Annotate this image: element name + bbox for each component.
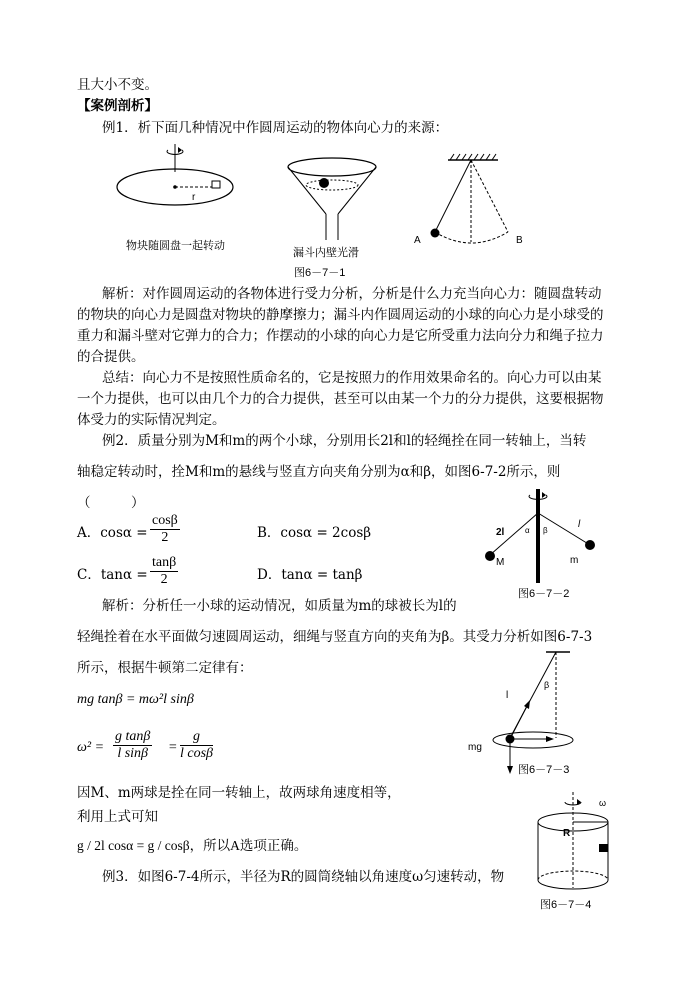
figure-caption: 图6－7－2 [518, 588, 570, 600]
label-l3: l [506, 690, 509, 701]
text-line: 的物块的向心力是圆盘对物块的静摩擦力；漏斗内作圆周运动的小球的向心力是小球受的 [77, 307, 604, 323]
figure-caption: 图6－7－1 [294, 267, 346, 279]
equation-2-frac2: $\frac{g}{\text{l cosβ}}$ [180, 729, 214, 761]
equation-2-equals: = [168, 740, 178, 755]
disc-figure [110, 142, 250, 222]
text-line: 解析：分析任一小球的运动情况，如质量为m的球被长为l的 [102, 598, 457, 614]
label-B: B [516, 235, 523, 246]
text-line: g / 2l cosα = g / cosβ，所以A选项正确。 [77, 838, 308, 853]
pendulum-figure [410, 154, 540, 249]
equation-1: mg tanβ = mω²l sinβ [77, 692, 194, 707]
label-A: A [414, 235, 421, 246]
label-r: r [192, 192, 196, 203]
cylinder-figure [535, 792, 625, 892]
text-line: 所示，根据牛顿第二定律有： [77, 660, 253, 676]
label-beta: β [543, 526, 548, 535]
text-line: 因M、m两球是拴在同一转轴上，故两球角速度相等， [77, 785, 401, 801]
option-a: A．cosα = [77, 525, 148, 541]
text-line: 解析：对作圆周运动的各物体进行受力分析，分析是什么力充当向心力：随圆盘转动 [102, 286, 602, 302]
text-line: 一个力提供，也可以由几个力的合力提供，甚至可以由某一个力的分力提供，这要根据物 [77, 391, 604, 407]
label-mg: mg [468, 742, 482, 753]
text-line: 轴稳定转动时，拴M和m的悬线与竖直方向夹角分别为α和β，如图6-7-2所示，则 [77, 464, 561, 480]
caption-funnel: 漏斗内壁光滑 [293, 247, 359, 259]
text-line: （ ） [77, 495, 145, 511]
equation-2-frac1: $\frac{\text{g tanβ}}{\text{l sinβ}}$ [115, 729, 151, 761]
label-beta3: β [544, 680, 550, 690]
label-alpha: α [525, 526, 530, 535]
label-R: R [563, 828, 571, 839]
figure-caption: 图6－7－4 [540, 899, 592, 911]
option-a-fraction: $\frac{\cos\beta}{2}$ [152, 513, 178, 545]
text-line: 体受力的实际情况判定。 [77, 412, 226, 428]
section-heading: 【案例剖析】 [77, 98, 158, 114]
option-d: D．tanα = tanβ [257, 567, 363, 583]
equation-2-lhs: ω² = [77, 740, 105, 755]
option-b: B．cosα = 2cosβ [257, 525, 372, 541]
two-ball-figure [480, 487, 610, 587]
label-2l: 2l [496, 527, 505, 538]
text-line: 例1．析下面几种情况中作圆周运动的物体向心力的来源： [102, 120, 449, 136]
text-line: 重力和漏斗壁对它弹力的合力；作摆动的小球的向心力是它所受重力法向分力和绳子拉力 [77, 328, 604, 344]
figure-caption: 图6－7－3 [518, 764, 570, 776]
text-line: 利用上式可知 [77, 809, 158, 825]
caption-disc: 物块随圆盘一起转动 [126, 240, 225, 252]
text-line: 例2．质量分别为M和m的两个小球，分别用长2l和l的轻绳拴在同一转轴上，当转 [102, 433, 587, 449]
text-line: 轻绳拴着在水平面做匀速圆周运动，细绳与竖直方向的夹角为β。其受力分析如图6-7-3 [77, 629, 593, 645]
funnel-figure [282, 152, 382, 247]
text-line: 的合提供。 [77, 349, 145, 365]
label-l: l [578, 519, 581, 530]
text-line: 例3．如图6-7-4所示，半径为R的圆筒绕轴以角速度ω匀速转动，物 [102, 869, 505, 885]
label-m: m [570, 555, 579, 566]
option-c-fraction: $\frac{\tan\beta}{2}$ [152, 555, 177, 587]
text-line: 且大小不变。 [77, 77, 158, 93]
option-c: C．tanα = [77, 567, 148, 583]
label-omega: ω [599, 798, 607, 808]
label-M: M [496, 557, 505, 568]
text-line: 总结：向心力不是按照性质命名的，它是按照力的作用效果命名的。向心力可以由某 [102, 370, 602, 386]
force-figure [468, 648, 588, 778]
